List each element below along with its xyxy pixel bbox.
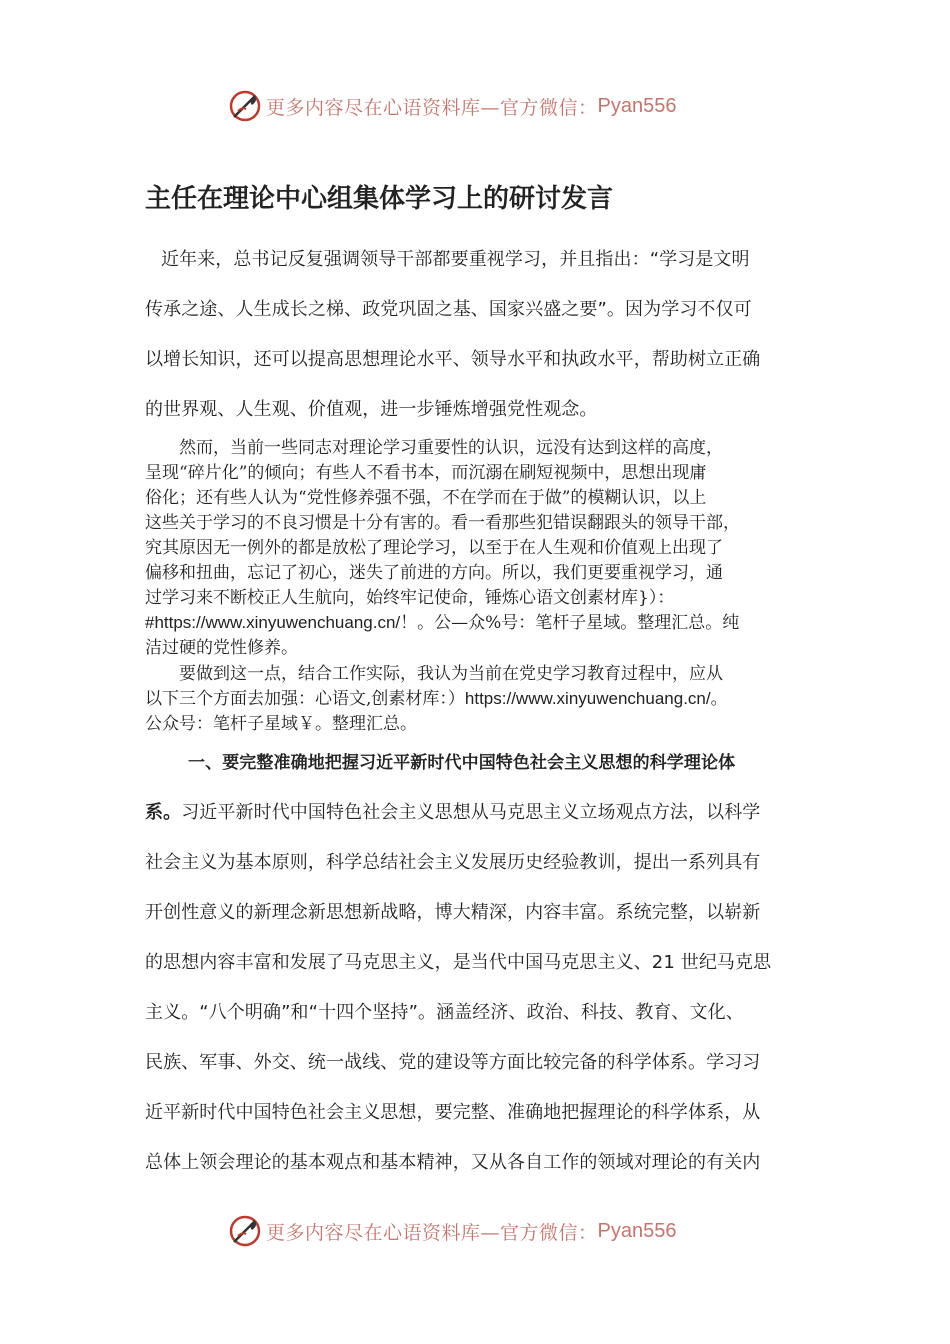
paragraph-2-line-5: 究其原因无一例外的都是放松了理论学习，以至于在人生观和价值观上出现了	[145, 538, 723, 558]
section-1-line-7: 近平新时代中国特色社会主义思想，要完整、准确地把握理论的科学体系，从	[145, 1102, 761, 1123]
paragraph-1-line-1: 近年来，总书记反复强调领导干部都要重视学习，并且指出：“学习是文明	[161, 249, 750, 270]
paragraph-2-line-1: 然而，当前一些同志对理论学习重要性的认识，远没有达到这样的高度，	[179, 438, 723, 458]
watermark-banner-bottom	[228, 1211, 676, 1251]
document-title: 主任在理论中心组集体学习上的研讨发言	[145, 184, 614, 214]
paragraph-3-prefix: 以下三个方面去加强：心语文,创素材库：）	[145, 689, 465, 709]
quill-logo-icon	[228, 1214, 262, 1248]
paragraph-3-suffix: 。	[710, 689, 728, 709]
watermark-wechat-id: Pyan556	[597, 1219, 677, 1242]
section-1-line-1	[145, 798, 760, 824]
watermark-slogan: 更多内容尽在心语资料库—官方微信：	[266, 1221, 598, 1244]
paragraph-3-line-3: 公众号：笔杆子星域￥。整理汇总。	[145, 714, 417, 734]
quill-logo-icon	[228, 89, 262, 123]
paragraph-2-line-2: 呈现“碎片化”的倾向；有些人不看书本，而沉溺在刷短视频中，思想出现庸	[145, 463, 707, 483]
paragraph-3-line-1: 要做到这一点，结合工作实际，我认为当前在党史学习教育过程中，应从	[179, 664, 723, 684]
paragraph-1-line-3: 以增长知识，还可以提高思想理论水平、领导水平和执政水平，帮助树立正确	[145, 349, 761, 370]
paragraph-2-line-3: 俗化；还有些人认为“党性修养强不强，不在学而在于做”的模糊认识，以上	[145, 488, 707, 508]
paragraph-2-line-4: 这些关于学习的不良习惯是十分有害的。看一看那些犯错误翻跟头的领导干部，	[145, 513, 740, 533]
watermark-slogan: 更多内容尽在心语资料库—官方微信：	[266, 96, 598, 119]
paragraph-2-line-7: 过学习来不断校正人生航向，始终牢记使命，锤炼心语文创素材库}）：	[145, 588, 675, 608]
watermark-banner-top	[228, 86, 676, 126]
paragraph-3-line-2	[145, 684, 728, 709]
paragraph-2-line-8	[145, 608, 739, 633]
section-1-heading: 一、要完整准确地把握习近平新时代中国特色社会主义思想的科学理论体	[188, 753, 736, 773]
section-1-line-3: 开创性意义的新理念新思想新战略，博大精深，内容丰富。系统完整，以崭新	[145, 902, 761, 923]
section-1-line-4: 的思想内容丰富和发展了马克思主义，是当代中国马克思主义、21 世纪马克思	[145, 952, 772, 973]
section-1-line-5: 主义。“八个明确”和“十四个坚持”。涵盖经济、政治、科技、教育、文化、	[145, 1002, 744, 1023]
paragraph-2-tail: ！。公—众%号：笔杆子星域。整理汇总。纯	[400, 613, 740, 633]
section-1-line-2: 社会主义为基本原则，科学总结社会主义发展历史经验教训，提出一系列具有	[145, 852, 761, 873]
section-1-line-6: 民族、军事、外交、统一战线、党的建设等方面比较完备的科学体系。学习习	[145, 1052, 761, 1073]
section-1-heading-end: 系。	[145, 802, 182, 823]
paragraph-2-line-9: 洁过硬的党性修养。	[145, 638, 298, 658]
paragraph-2-line-6: 偏移和扭曲，忘记了初心，迷失了前进的方向。所以，我们更要重视学习，通	[145, 563, 723, 583]
paragraph-1-line-2: 传承之途、人生成长之梯、政党巩固之基、国家兴盛之要”。因为学习不仅可	[145, 299, 752, 320]
url-text: https://www.xinyuwenchuang.cn/	[464, 689, 711, 708]
section-1-line-8: 总体上领会理论的基本观点和基本精神，又从各自工作的领域对理论的有关内	[145, 1152, 761, 1173]
section-1-first-text: 习近平新时代中国特色社会主义思想从马克思主义立场观点方法，以科学	[181, 802, 761, 823]
watermark-wechat-id: Pyan556	[597, 94, 677, 117]
paragraph-1-line-4: 的世界观、人生观、价值观，进一步锤炼增强党性观念。	[145, 399, 598, 420]
url-text: #https://www.xinyuwenchuang.cn/	[145, 613, 401, 632]
